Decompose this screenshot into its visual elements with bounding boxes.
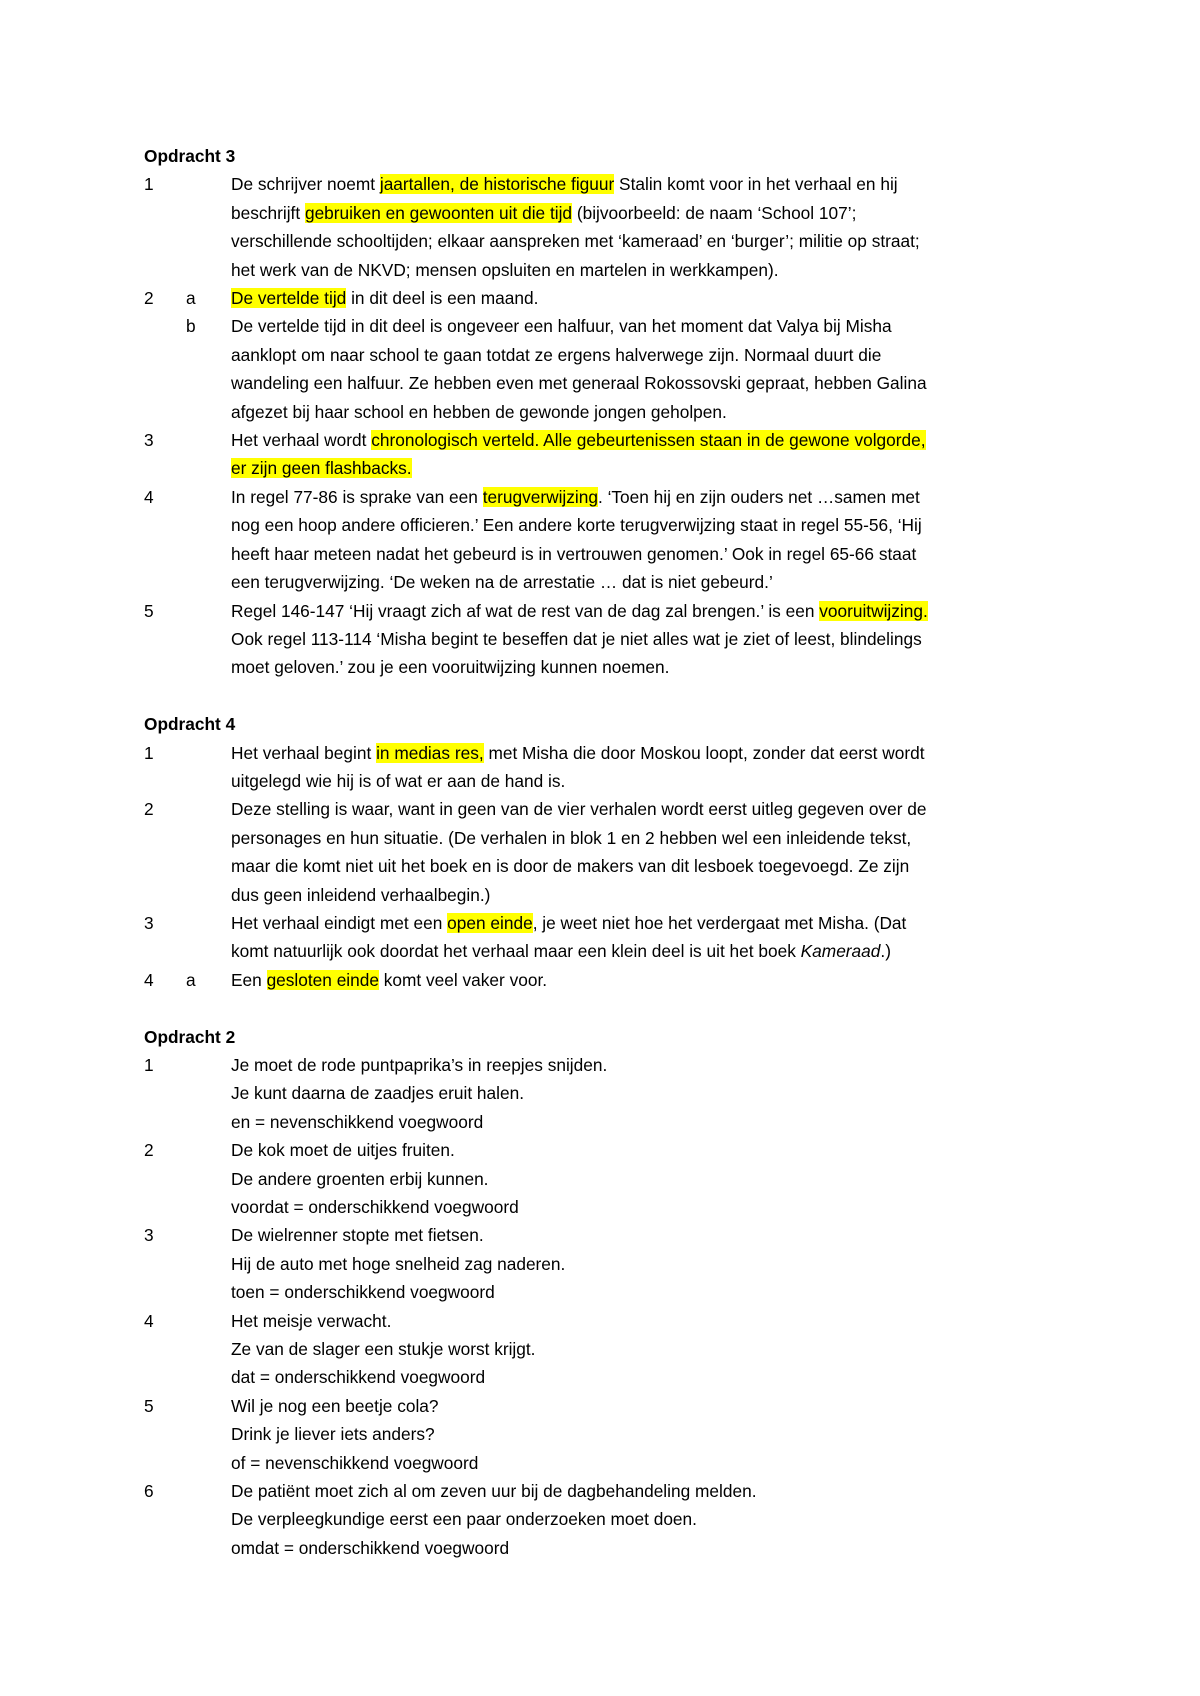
text-line: [231, 1250, 1064, 1278]
answer-text: [231, 1307, 1064, 1392]
answer-subletter: [186, 1051, 231, 1136]
answer-subletter: [186, 1136, 231, 1221]
answer-text: [231, 312, 1064, 426]
highlighted-text: gebruiken en gewoonten uit die tijd: [304, 202, 573, 223]
answer-subletter: [186, 483, 231, 597]
text-run: voordat = onderschikkend voegwoord: [231, 1197, 519, 1217]
text-line: [231, 312, 1064, 340]
text-line: [231, 1108, 1064, 1136]
text-run: De wielrenner stopte met fietsen.: [231, 1225, 484, 1246]
text-run: maar die komt niet uit het boek en is door de makers van dit lesboek toegevoegd. Ze zijn: [231, 856, 910, 877]
text-run: Hij de auto met hoge snelheid zag naderen.: [231, 1253, 566, 1274]
text-run: nog een hoop andere officieren.’ Een andere korte terugverwijzing staat in regel 55-56, ‘Hij: [231, 515, 922, 536]
text-run: afgezet bij haar school en hebben de gewonde jongen geholpen.: [231, 401, 727, 422]
text-line: [231, 653, 1064, 681]
section: [144, 710, 1064, 994]
text-run: uitgelegd wie hij is of wat er aan de hand is.: [231, 770, 566, 791]
text-run: dus geen inleidend verhaalbegin.): [231, 884, 491, 905]
text-line: [231, 483, 1064, 511]
text-run: In regel 77-86 is sprake van een: [231, 486, 483, 507]
text-run: of = nevenschikkend voegwoord: [231, 1452, 479, 1473]
text-run: een terugverwijzing. ‘De weken na de arrestatie … dat is niet gebeurd.’: [231, 572, 773, 593]
answer-text: [231, 1136, 1064, 1221]
answer-row: [144, 284, 1064, 312]
answer-text: [231, 170, 1064, 284]
text-line: [231, 824, 1064, 852]
answer-subletter: [186, 795, 231, 909]
text-line: [231, 1335, 1064, 1363]
text-line: [231, 909, 1064, 937]
answer-number: 4: [144, 486, 154, 507]
answer-subletter: [186, 1221, 231, 1306]
section-heading: Opdracht 2: [144, 1026, 236, 1047]
answer-row: [144, 312, 1064, 426]
answer-row: [144, 170, 1064, 284]
text-line: [231, 597, 1064, 625]
text-run: De schrijver noemt: [231, 174, 380, 195]
text-run: het werk van de NKVD; mensen opsluiten en martelen in werkkampen).: [231, 259, 779, 280]
text-run: (bijvoorbeeld: de naam ‘School 107’;: [572, 202, 857, 223]
text-run: wandeling een halfuur. Ze hebben even met generaal Rokossovski gepraat, hebben Galina: [231, 373, 927, 394]
text-line: [231, 767, 1064, 795]
text-line: [231, 568, 1064, 596]
text-line: [231, 1449, 1064, 1477]
answer-text: [231, 1221, 1064, 1306]
answer-subletter: [186, 170, 231, 284]
text-line: [231, 1534, 1064, 1562]
answer-subletter: [186, 1477, 231, 1562]
text-line: [231, 1136, 1064, 1164]
section: [144, 1023, 1064, 1563]
text-run: dat = onderschikkend voegwoord: [231, 1367, 486, 1388]
text-line: [231, 1363, 1064, 1391]
text-run: toen = onderschikkend voegwoord: [231, 1282, 495, 1303]
text-run: Stalin komt voor in het verhaal en hij: [614, 174, 898, 195]
text-run: . ‘Toen hij en zijn ouders net …samen met: [597, 486, 920, 507]
answer-row: [144, 1392, 1064, 1477]
answer-number: 1: [144, 1054, 154, 1075]
text-run: , je weet niet hoe het verdergaat met Misha. (Dat: [532, 912, 907, 933]
text-run: in dit deel is een maand.: [346, 288, 539, 309]
highlighted-text: vooruitwijzing.: [819, 600, 928, 621]
answer-text: [231, 1477, 1064, 1562]
text-line: [231, 1221, 1064, 1249]
answer-text: [231, 284, 1064, 312]
answer-number: 3: [144, 430, 154, 451]
text-run: Het verhaal wordt: [231, 430, 372, 451]
answer-row: [144, 966, 1064, 994]
text-line: [231, 227, 1064, 255]
answer-text: [231, 483, 1064, 597]
text-run: personages en hun situatie. (De verhalen in blok 1 en 2 hebben wel een inleidende tekst,: [231, 827, 912, 848]
highlighted-text: chronologisch verteld. Alle gebeurtenissen staan in de gewone volgorde,: [371, 430, 926, 451]
answer-subletter: [186, 1307, 231, 1392]
text-line: [231, 795, 1064, 823]
text-run: Wil je nog een beetje cola?: [231, 1395, 439, 1416]
answer-number: 5: [144, 1395, 154, 1416]
text-line: [231, 540, 1064, 568]
text-line: [231, 256, 1064, 284]
text-run: met Misha die door Moskou loopt, zonder dat eerst wordt: [483, 742, 925, 763]
section-heading: Opdracht 3: [144, 146, 236, 166]
answer-number: 2: [144, 1140, 154, 1161]
answer-number: 4: [144, 969, 154, 990]
text-line: [231, 511, 1064, 539]
answer-text: [231, 426, 1064, 483]
text-run: Drink je liever iets anders?: [231, 1424, 435, 1445]
answer-subletter: a: [186, 288, 196, 309]
text-line: [231, 1477, 1064, 1505]
text-line: [231, 426, 1064, 454]
text-run: De patiënt moet zich al om zeven uur bij de dagbehandeling melden.: [231, 1481, 757, 1502]
text-line: [231, 625, 1064, 653]
answer-subletter: [186, 1392, 231, 1477]
text-run: Het verhaal begint: [231, 742, 377, 763]
text-run: Ook regel 113-114 ‘Misha begint te beseffen dat je niet alles wat je ziet of leest, blindelings: [231, 628, 922, 649]
answer-text: [231, 739, 1064, 796]
text-run: moet geloven.’ zou je een vooruitwijzing kunnen noemen.: [231, 657, 670, 678]
answer-text: [231, 1051, 1064, 1136]
text-line: [231, 170, 1064, 198]
answer-text: [231, 966, 1064, 994]
text-line: [231, 1079, 1064, 1107]
text-run: Je kunt daarna de zaadjes eruit halen.: [231, 1083, 525, 1104]
answer-number: 3: [144, 912, 154, 933]
answer-subletter: [186, 739, 231, 796]
answer-number: 1: [144, 174, 154, 195]
answer-subletter: [186, 909, 231, 966]
text-line: [231, 881, 1064, 909]
text-run: De vertelde tijd in dit deel is ongeveer een halfuur, van het moment dat Valya bij Misha: [231, 316, 892, 337]
answer-row: [144, 597, 1064, 682]
highlighted-text: er zijn geen flashbacks.: [231, 458, 412, 479]
text-line: [231, 966, 1064, 994]
text-line: [231, 937, 1064, 965]
answer-text: [231, 909, 1064, 966]
text-run: verschillende schooltijden; elkaar aanspreken met ‘kameraad’ en ‘burger’; militie op straat;: [231, 231, 920, 252]
text-run: omdat = onderschikkend voegwoord: [231, 1537, 510, 1558]
text-run: heeft haar meteen nadat het gebeurd is in vertrouwen genomen.’ Ook in regel 65-66 staat: [231, 543, 917, 564]
text-run: komt natuurlijk ook doordat het verhaal maar een klein deel is uit het boek: [231, 941, 801, 962]
answer-row: [144, 426, 1064, 483]
text-line: [231, 199, 1064, 227]
text-line: [231, 454, 1064, 482]
text-line: [231, 739, 1064, 767]
text-line: [231, 852, 1064, 880]
answer-number: 1: [144, 742, 154, 763]
text-run: Het verhaal eindigt met een: [231, 912, 448, 933]
answer-number: 2: [144, 288, 154, 309]
answer-number: 4: [144, 1310, 154, 1331]
text-run: komt veel vaker voor.: [378, 969, 548, 990]
text-run: Je moet de rode puntpaprika’s in reepjes snijden.: [231, 1054, 608, 1075]
text-run: .): [880, 941, 891, 962]
answer-subletter: [186, 426, 231, 483]
highlighted-text: gesloten einde: [266, 969, 379, 990]
highlighted-text: De vertelde tijd: [231, 288, 347, 309]
text-run: beschrijft: [231, 202, 305, 223]
answer-row: [144, 795, 1064, 909]
text-line: [231, 284, 1064, 312]
text-line: [231, 341, 1064, 369]
answer-number: 5: [144, 600, 154, 621]
text-run: aanklopt om naar school te gaan totdat ze ergens halverwege zijn. Normaal duurt die: [231, 344, 882, 365]
answer-text: [231, 1392, 1064, 1477]
answer-row: [144, 1221, 1064, 1306]
answer-number: 3: [144, 1225, 154, 1246]
text-run: De kok moet de uitjes fruiten.: [231, 1140, 455, 1161]
answer-subletter: b: [186, 316, 196, 337]
highlighted-text: terugverwijzing: [482, 486, 598, 507]
text-line: [231, 369, 1064, 397]
text-run: De verpleegkundige eerst een paar onderzoeken moet doen.: [231, 1509, 697, 1530]
answer-row: [144, 1136, 1064, 1221]
text-line: [231, 1278, 1064, 1306]
text-line: [231, 398, 1064, 426]
answer-row: [144, 1477, 1064, 1562]
text-run: De andere groenten erbij kunnen.: [231, 1168, 489, 1189]
text-line: [231, 1392, 1064, 1420]
text-line: [231, 1505, 1064, 1533]
text-run: en = nevenschikkend voegwoord: [231, 1111, 484, 1132]
text-line: [231, 1193, 1064, 1221]
answer-number: [144, 312, 186, 426]
italic-text: Kameraad: [800, 941, 881, 962]
answer-row: [144, 1307, 1064, 1392]
text-run: Een: [231, 969, 267, 990]
text-line: [231, 1307, 1064, 1335]
text-line: [231, 1420, 1064, 1448]
answer-row: [144, 909, 1064, 966]
document-content: [144, 142, 1064, 1591]
highlighted-text: in medias res,: [376, 742, 484, 763]
text-run: Regel 146-147 ‘Hij vraagt zich af wat de rest van de dag zal brengen.’ is een: [231, 600, 820, 621]
answer-row: [144, 739, 1064, 796]
answer-text: [231, 795, 1064, 909]
text-run: Het meisje verwacht.: [231, 1310, 392, 1331]
highlighted-text: open einde: [447, 912, 533, 933]
answer-row: [144, 483, 1064, 597]
answer-number: 6: [144, 1481, 154, 1502]
text-run: Ze van de slager een stukje worst krijgt.: [231, 1339, 536, 1360]
section-heading: Opdracht 4: [144, 714, 236, 735]
text-line: [231, 1051, 1064, 1079]
answer-subletter: [186, 597, 231, 682]
answer-text: [231, 597, 1064, 682]
section: [144, 142, 1064, 682]
answer-row: [144, 1051, 1064, 1136]
answer-number: 2: [144, 799, 154, 820]
answer-subletter: a: [186, 969, 196, 990]
text-line: [231, 1165, 1064, 1193]
text-run: Deze stelling is waar, want in geen van de vier verhalen wordt eerst uitleg gegeven over de: [231, 799, 927, 820]
highlighted-text: jaartallen, de historische figuur: [379, 174, 615, 195]
